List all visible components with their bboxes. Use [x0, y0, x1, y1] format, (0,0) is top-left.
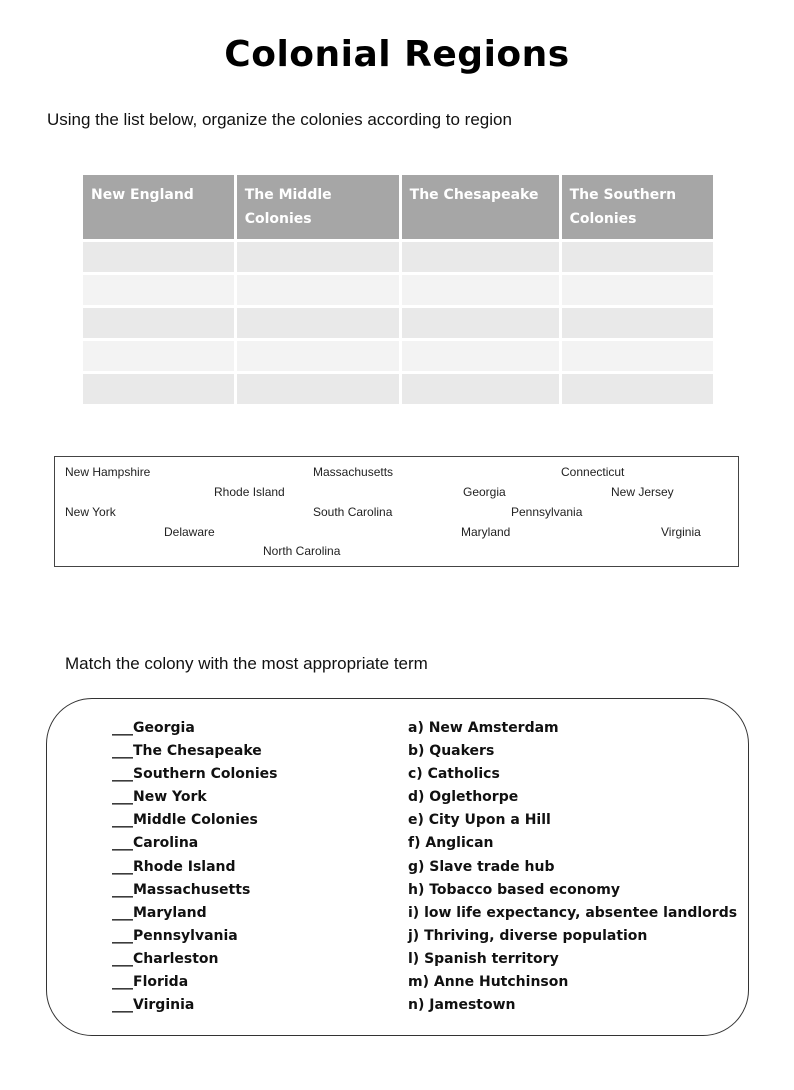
table-cell[interactable] [562, 242, 713, 272]
answer-blank[interactable]: ___ [112, 881, 133, 898]
word-maryland: Maryland [461, 525, 511, 539]
term-item: c) Catholics [408, 766, 500, 783]
table-cell[interactable] [402, 242, 559, 272]
match-item[interactable]: ___New York [112, 789, 207, 806]
table-cell[interactable] [237, 308, 399, 338]
table-cell[interactable] [562, 374, 713, 404]
word-virginia: Virginia [661, 525, 701, 539]
term-item: j) Thriving, diverse population [408, 927, 648, 944]
answer-blank[interactable]: ___ [112, 812, 133, 829]
answer-blank[interactable]: ___ [112, 997, 133, 1014]
term-item: m) Anne Hutchinson [408, 974, 569, 991]
match-item[interactable]: ___Southern Colonies [112, 766, 278, 783]
term-item: n) Jamestown [408, 997, 516, 1014]
match-item[interactable]: ___Carolina [112, 835, 199, 852]
answer-blank[interactable]: ___ [112, 927, 133, 944]
instruction-match: Match the colony with the most appropriate term [65, 654, 428, 673]
term-item: a) New Amsterdam [408, 720, 559, 736]
word-massachusetts: Massachusetts [313, 465, 394, 479]
matching-colonies-list [112, 717, 277, 1017]
table-cell[interactable] [237, 242, 399, 272]
answer-blank[interactable]: ___ [112, 789, 133, 806]
matching-terms-list [408, 717, 737, 1017]
table-cell[interactable] [402, 275, 559, 305]
region-table [80, 172, 716, 407]
match-item[interactable]: ___Florida [112, 974, 189, 991]
header-chesapeake: The Chesapeake [402, 175, 559, 239]
match-item[interactable]: ___Middle Colonies [112, 812, 258, 829]
answer-blank[interactable]: ___ [112, 974, 133, 991]
table-cell[interactable] [562, 341, 713, 371]
table-cell[interactable] [237, 374, 399, 404]
term-item: b) Quakers [408, 743, 495, 760]
word-connecticut: Connecticut [561, 465, 625, 479]
header-middle-colonies: The Middle Colonies [237, 175, 399, 239]
match-item[interactable]: ___Maryland [112, 904, 207, 921]
answer-blank[interactable]: ___ [112, 835, 133, 852]
term-item: d) Oglethorpe [408, 789, 519, 806]
table-row [83, 374, 713, 404]
colony-word-bank [54, 456, 739, 567]
word-new-hampshire: New Hampshire [65, 465, 151, 479]
table-row [83, 308, 713, 338]
table-cell[interactable] [83, 374, 234, 404]
answer-blank[interactable]: ___ [112, 720, 133, 736]
table-row [83, 341, 713, 371]
table-cell[interactable] [83, 308, 234, 338]
match-item[interactable]: ___Rhode Island [112, 858, 236, 875]
header-new-england: New England [83, 175, 234, 239]
table-cell[interactable] [83, 341, 234, 371]
word-rhode-island: Rhode Island [214, 485, 285, 499]
answer-blank[interactable]: ___ [112, 743, 133, 760]
word-new-jersey: New Jersey [611, 485, 674, 499]
word-north-carolina: North Carolina [263, 544, 341, 558]
match-item[interactable]: ___Massachusetts [112, 881, 251, 898]
table-cell[interactable] [237, 341, 399, 371]
table-row [83, 275, 713, 305]
table-cell[interactable] [402, 374, 559, 404]
word-delaware: Delaware [164, 525, 215, 539]
term-item: e) City Upon a Hill [408, 812, 551, 829]
term-item: i) low life expectancy, absentee landlords [408, 904, 738, 921]
match-item[interactable]: ___The Chesapeake [112, 743, 262, 760]
table-cell[interactable] [83, 242, 234, 272]
word-south-carolina: South Carolina [313, 505, 393, 519]
word-new-york: New York [65, 505, 116, 519]
answer-blank[interactable]: ___ [112, 950, 133, 967]
region-table-header-row [83, 175, 713, 239]
match-item[interactable]: ___Virginia [112, 997, 195, 1014]
answer-blank[interactable]: ___ [112, 904, 133, 921]
match-item[interactable]: ___Pennsylvania [112, 927, 238, 944]
word-pennsylvania: Pennsylvania [511, 505, 583, 519]
table-cell[interactable] [402, 341, 559, 371]
answer-blank[interactable]: ___ [112, 766, 133, 783]
term-item: l) Spanish territory [408, 950, 559, 967]
header-southern-colonies: The Southern Colonies [562, 175, 713, 239]
match-item[interactable]: ___Georgia [112, 720, 195, 736]
table-row [83, 242, 713, 272]
table-cell[interactable] [562, 275, 713, 305]
word-georgia: Georgia [463, 485, 506, 499]
table-cell[interactable] [83, 275, 234, 305]
instruction-organize: Using the list below, organize the colonies according to region [47, 110, 512, 129]
match-item[interactable]: ___Charleston [112, 950, 219, 967]
term-item: h) Tobacco based economy [408, 881, 621, 898]
page-title: Colonial Regions [224, 34, 570, 75]
table-cell[interactable] [562, 308, 713, 338]
answer-blank[interactable]: ___ [112, 858, 133, 875]
term-item: f) Anglican [408, 835, 494, 852]
table-cell[interactable] [237, 275, 399, 305]
table-cell[interactable] [402, 308, 559, 338]
term-item: g) Slave trade hub [408, 858, 555, 875]
